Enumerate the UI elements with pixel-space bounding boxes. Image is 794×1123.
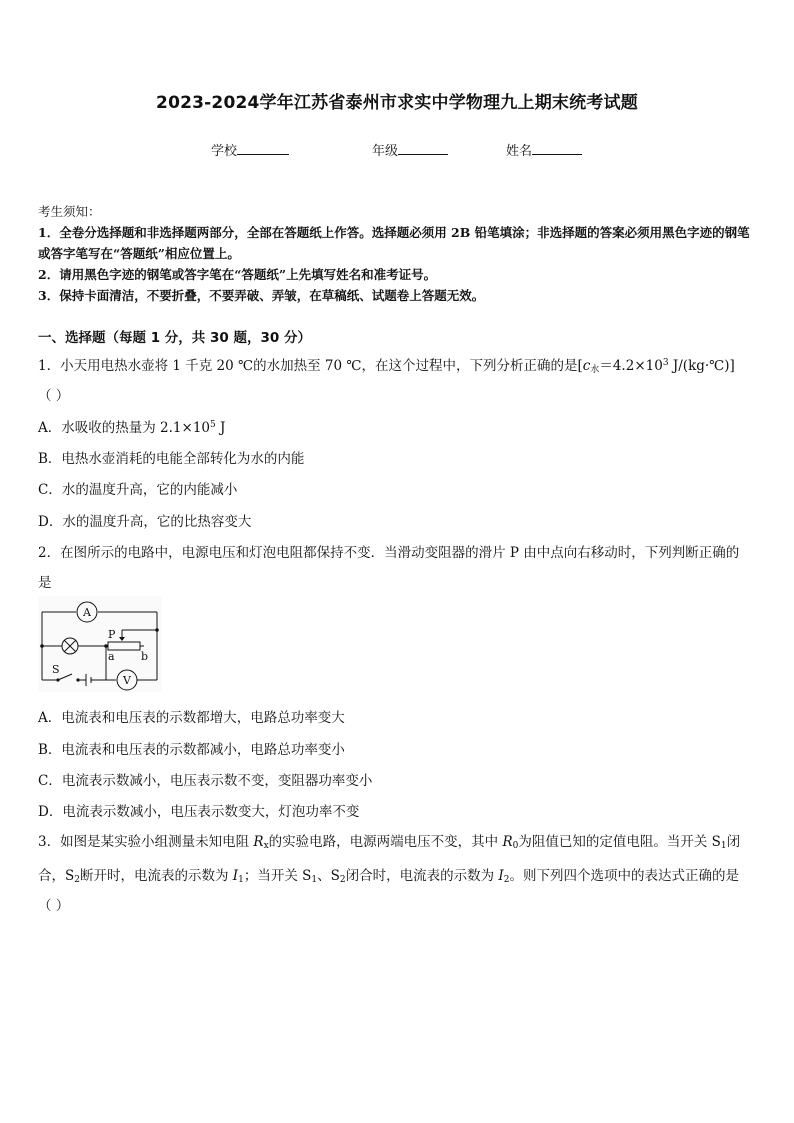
q3-i1-subscript: 1 — [238, 875, 244, 885]
q3-text: 、S — [317, 868, 340, 884]
junction-dot — [104, 644, 108, 648]
name-blank — [532, 142, 582, 155]
q1-option-a-unit: J — [215, 420, 226, 436]
q2-option-d[interactable]: D．电流表示数减小，电压表示数变大，灯泡功率不变 — [38, 804, 360, 820]
page-title: 2023-2024学年江苏省泰州市求实中学物理九上期末统考试题 — [156, 93, 638, 113]
q3-text: 。则下列四个选项中的表达式正确的是 — [509, 868, 739, 884]
voltmeter-label: V — [123, 674, 131, 687]
q1-option-a-exponent: 5 — [210, 420, 216, 430]
switch-pivot-dot — [56, 678, 59, 681]
q2-option-a[interactable]: A．电流表和电压表的示数都增大，电路总功率变大 — [38, 710, 345, 726]
q1-c-exponent: 3 — [662, 358, 669, 368]
q3-text: ；当开关 S — [243, 868, 312, 884]
junction-dot — [155, 628, 159, 632]
q3-text: 断开时，电流表的示数为 — [79, 868, 233, 884]
switch-contact-dot — [76, 678, 79, 681]
section-heading: 一、选择题（每题 1 分，共 30 题，30 分） — [38, 330, 311, 346]
question-2-stem-line2: 是 — [38, 575, 52, 591]
question-1-paren: （ ） — [38, 388, 70, 404]
q2-option-b[interactable]: B．电流表和电压表的示数都减小，电路总功率变小 — [38, 742, 345, 758]
name-field — [506, 140, 582, 159]
q1-option-d[interactable]: D．水的温度升高，它的比热容变大 — [38, 514, 252, 530]
student-info-row — [0, 140, 794, 160]
notice-heading: 考生须知： — [38, 204, 101, 219]
q3-i1-symbol: I — [232, 868, 239, 884]
q1-option-c[interactable]: C．水的温度升高，它的内能减小 — [38, 482, 238, 498]
rheostat-end-b-label: b — [141, 650, 149, 663]
q3-rx-symbol: R — [253, 834, 264, 850]
exam-notice — [38, 201, 756, 306]
school-field — [211, 140, 289, 159]
question-3-paren: （ ） — [38, 898, 70, 914]
q3-s2-subscript: 2 — [339, 875, 346, 885]
question-3-stem — [38, 827, 758, 895]
q3-s1-subscript: 1 — [311, 875, 318, 885]
switch-label: S — [52, 663, 60, 676]
circuit-background — [38, 596, 162, 692]
grade-field — [372, 140, 448, 159]
q1-c-value: ＝4.2×10 — [599, 358, 663, 374]
q1-c-symbol: c — [582, 358, 591, 374]
q1-c-unit: J/(kg·℃)] — [668, 358, 735, 374]
q3-r0-symbol: R — [502, 834, 513, 850]
q1-option-a-text: A．水吸收的热量为 2.1×10 — [38, 420, 210, 436]
notice-item-1: 1．全卷分选择题和非选择题两部分，全部在答题纸上作答。选择题必须用 2B 铅笔填涂；非选择题的答案必须用黑色字迹的钢笔或答字笔写在“答题纸”相应位置上。 — [38, 225, 750, 261]
ammeter-label: A — [83, 606, 91, 619]
q3-s2-subscript: 2 — [74, 875, 80, 885]
q1-option-a[interactable] — [38, 416, 225, 436]
q3-s1-subscript: 1 — [720, 841, 727, 851]
name-label: 姓名 — [506, 144, 533, 159]
q3-text: 为阻值已知的定值电阻。当开关 S — [518, 834, 721, 850]
q3-text: 闭合，S — [38, 834, 741, 884]
q1-stem-text: 1．小天用电热水壶将 1 千克 20 ℃的水加热至 70 ℃，在这个过程中，下列分析正确的是[ — [38, 358, 583, 374]
circuit-diagram — [38, 596, 162, 692]
q3-text: 3．如图是某实验小组测量未知电阻 — [38, 834, 254, 850]
q1-option-b[interactable]: B．电热水壶消耗的电能全部转化为水的内能 — [38, 451, 305, 467]
notice-item-3: 3．保持卡面清洁，不要折叠，不要弄破、弄皱，在草稿纸、试题卷上答题无效。 — [38, 288, 485, 303]
question-1-stem — [38, 353, 758, 380]
grade-label: 年级 — [372, 144, 399, 159]
grade-blank — [398, 142, 448, 155]
question-2-stem-line1: 2．在图所示的电路中，电源电压和灯泡电阻都保持不变．当滑动变阻器的滑片 P 由中点向右移动时，下列判断正确的 — [38, 545, 740, 561]
q3-rx-subscript: x — [263, 841, 269, 851]
school-label: 学校 — [211, 144, 238, 159]
junction-dot — [40, 644, 44, 648]
q3-i2-symbol: I — [498, 868, 504, 884]
notice-item-2: 2．请用黑色字迹的钢笔或答字笔在“答题纸”上先填写姓名和准考证号。 — [38, 267, 437, 282]
q2-option-c[interactable]: C．电流表示数减小，电压表示数不变，变阻器功率变小 — [38, 773, 373, 789]
rheostat-end-a-label: a — [108, 650, 115, 663]
q3-text: 闭合时，电流表的示数为 — [345, 868, 499, 884]
q3-text: 的实验电路，电源两端电压不变，其中 — [268, 834, 503, 850]
school-blank — [237, 142, 289, 155]
slider-label: P — [108, 628, 116, 641]
q3-i2-subscript: 2 — [503, 875, 510, 885]
q3-r0-subscript: 0 — [512, 841, 519, 851]
q1-c-subscript: 水 — [590, 365, 600, 375]
